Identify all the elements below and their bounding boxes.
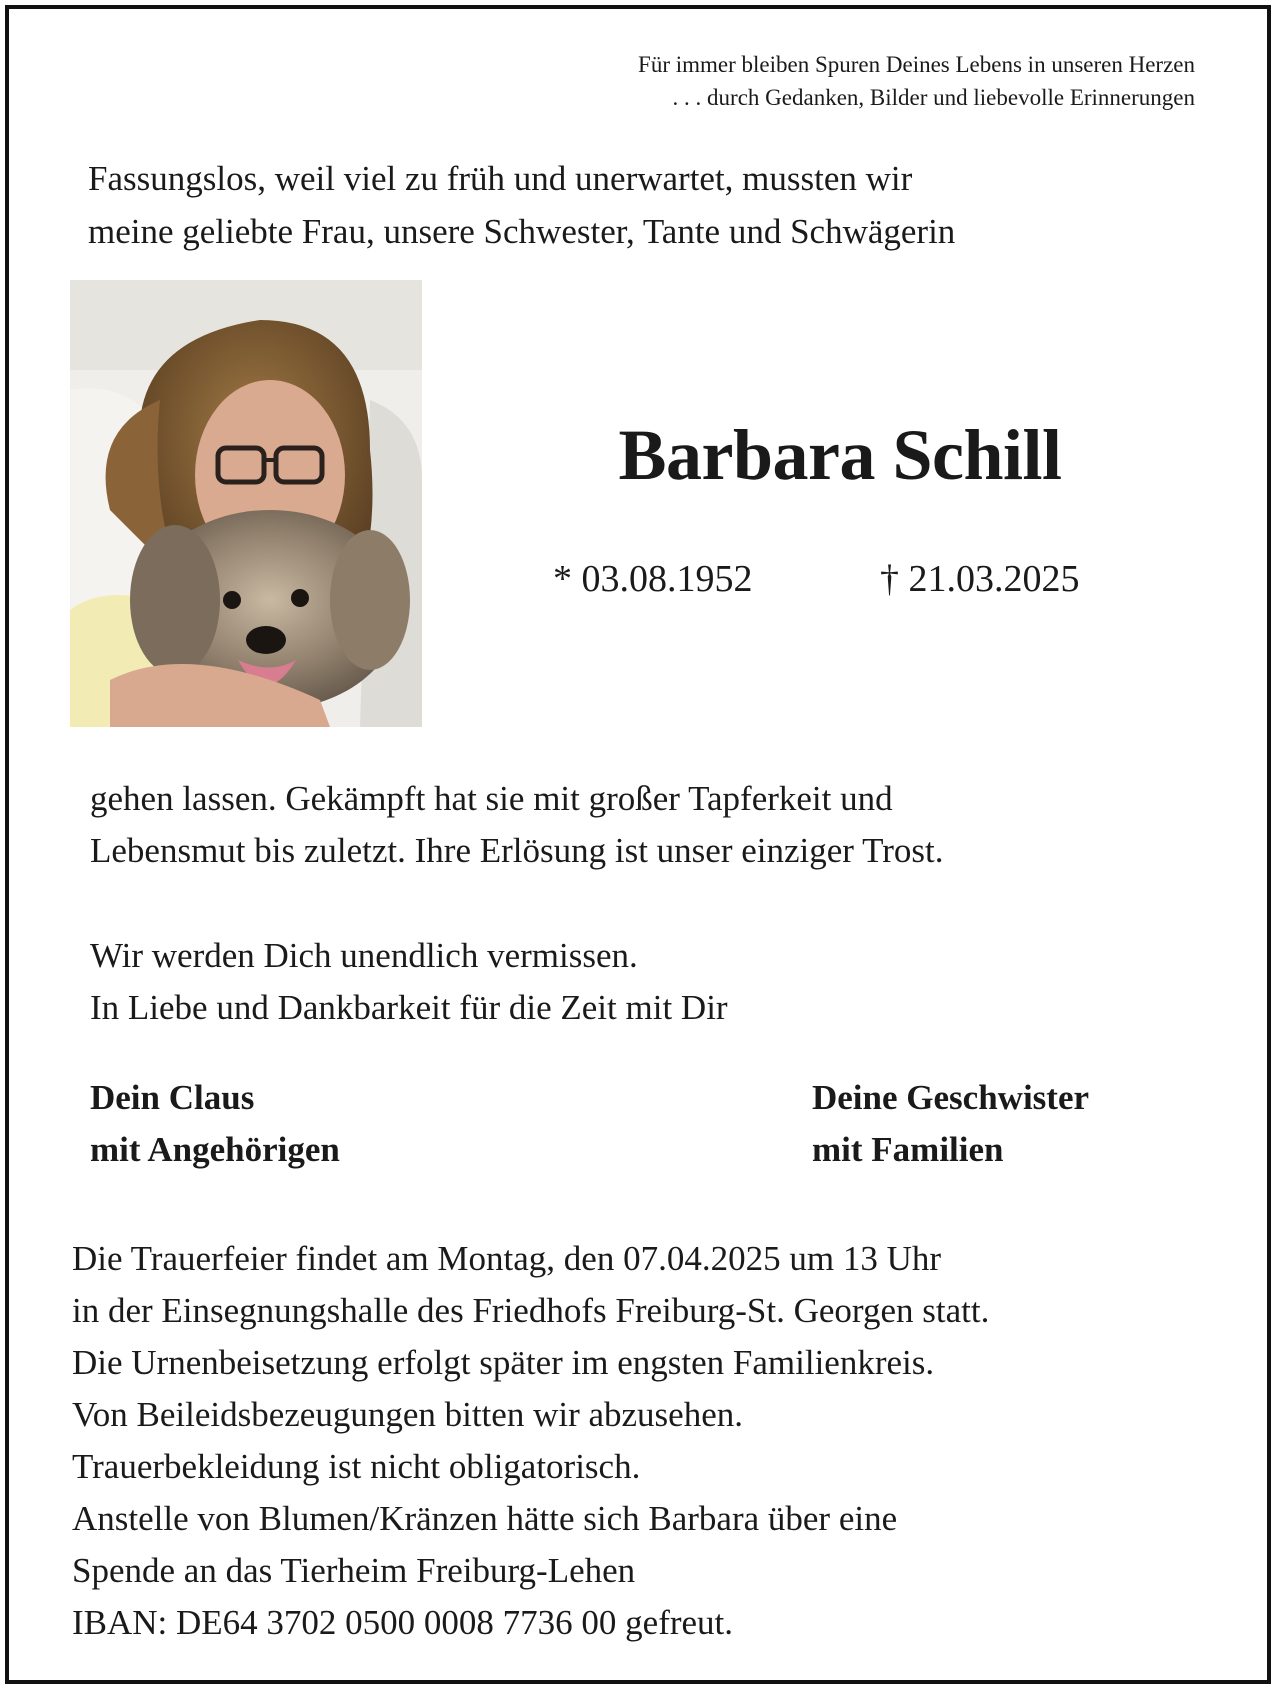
service-line: Die Urnenbeisetzung erfolgt später im engsten Familienkreis. — [72, 1343, 935, 1382]
signature-line: Deine Geschwister — [812, 1078, 1090, 1117]
service-info — [72, 1233, 989, 1649]
birth-date: * 03.08.1952 — [553, 558, 753, 600]
body-text — [90, 773, 1190, 877]
service-line: Anstelle von Blumen/Kränzen hätte sich Barbara über eine — [72, 1499, 898, 1538]
signature-line: mit Angehörigen — [90, 1130, 340, 1169]
portrait-photo — [70, 280, 422, 727]
service-line: Spende an das Tierheim Freiburg-Lehen — [72, 1551, 636, 1590]
signature-left — [90, 1072, 340, 1176]
death-date: † 21.03.2025 — [880, 558, 1080, 600]
signature-line: Dein Claus — [90, 1078, 255, 1117]
motto-line: . . . durch Gedanken, Bilder und liebevolle Erinnerungen — [672, 85, 1195, 110]
intro-line: meine geliebte Frau, unsere Schwester, Tante und Schwägerin — [88, 212, 956, 251]
deceased-name: Barbara Schill — [618, 415, 1062, 495]
intro-text — [88, 152, 1188, 258]
body-line: gehen lassen. Gekämpft hat sie mit großer Tapferkeit und — [90, 779, 893, 818]
service-line: Trauerbekleidung ist nicht obligatorisch. — [72, 1447, 641, 1486]
signature-right — [812, 1072, 1089, 1176]
service-line: IBAN: DE64 3702 0500 0008 7736 00 gefreut. — [72, 1603, 734, 1642]
motto-line: Für immer bleiben Spuren Deines Lebens in unseren Herzen — [638, 52, 1195, 77]
service-line: Von Beileidsbezeugungen bitten wir abzusehen. — [72, 1395, 743, 1434]
service-line: in der Einsegnungshalle des Friedhofs Freiburg-St. Georgen statt. — [72, 1291, 990, 1330]
motto — [638, 48, 1195, 114]
farewell-text — [90, 930, 1190, 1034]
signature-line: mit Familien — [812, 1130, 1004, 1169]
body-line: Lebensmut bis zuletzt. Ihre Erlösung ist unser einziger Trost. — [90, 831, 944, 870]
service-line: Die Trauerfeier findet am Montag, den 07.04.2025 um 13 Uhr — [72, 1239, 942, 1278]
intro-line: Fassungslos, weil viel zu früh und unerwartet, mussten wir — [88, 159, 913, 198]
body-line: Wir werden Dich unendlich vermissen. — [90, 936, 638, 975]
body-line: In Liebe und Dankbarkeit für die Zeit mit Dir — [90, 988, 728, 1027]
